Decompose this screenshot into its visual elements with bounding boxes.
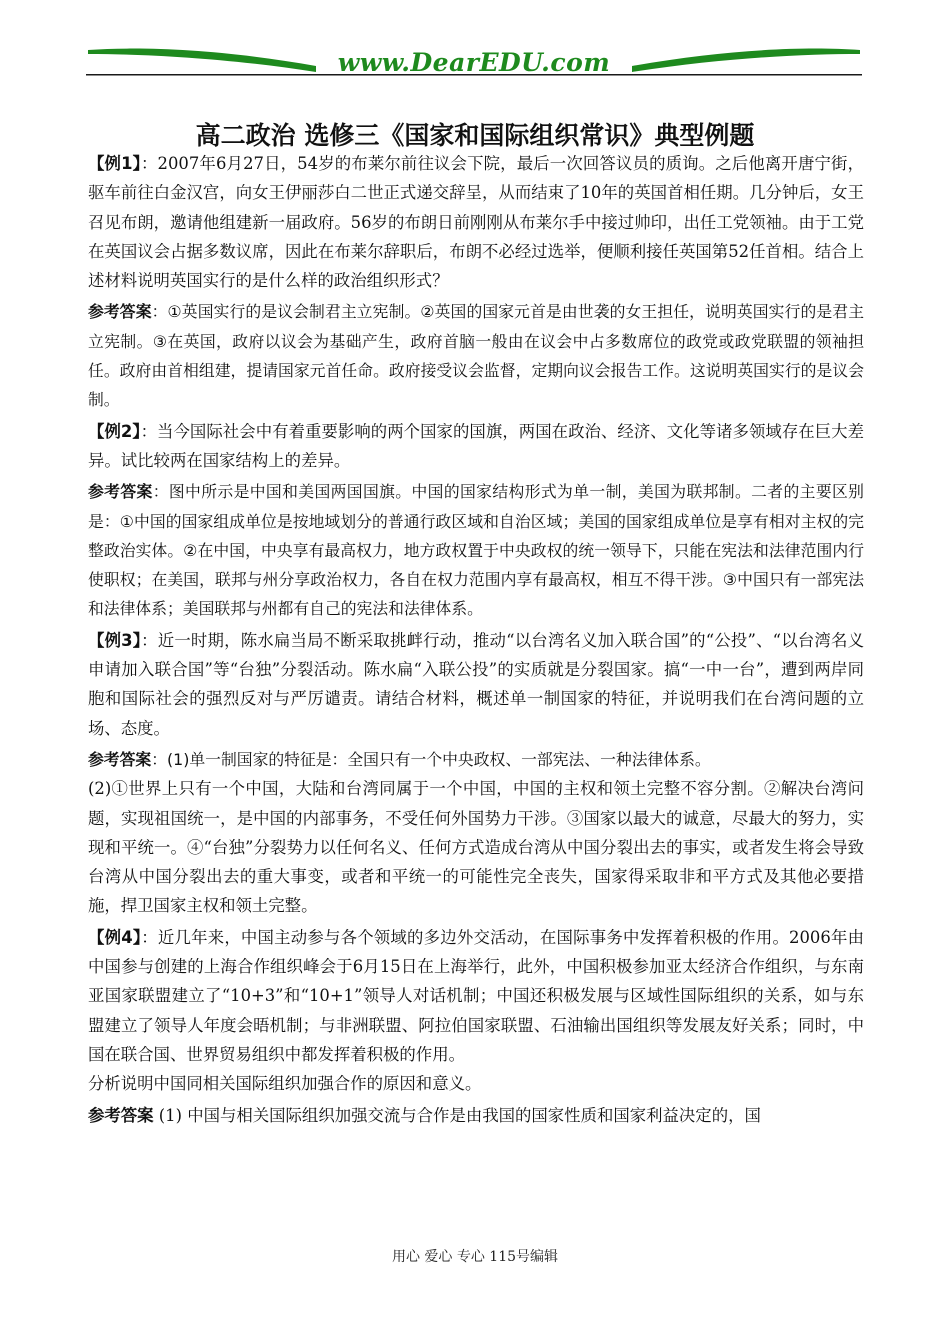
- example-3-answer-part2: (2)①世界上只有一个中国，大陆和台湾同属于一个中国，中国的主权和领土完整不容分割。②解决台湾问题，实现祖国统一，是中国的内部事务，不受任何外国势力干涉。③国家以最大的诚意，尽最大的努力，实现和平统一。④“台独”分裂势力以任何名义、任何方式造成台湾从中国分裂出去的事实，或者发生将会导致台湾从中国分裂出去的重大事变，或者和平统一的可能性完全丧失，国家得采取非和平方式及其他必要措施，捍卫国家主权和领土完整。: [88, 779, 864, 916]
- example-3-answer: [88, 745, 864, 774]
- page-footer: 用心 爱心 专心 115号编辑: [391, 1249, 559, 1265]
- answer-text: (1) 中国与相关国际组织加强交流与合作是由我国的国家性质和国家利益决定的，国: [153, 1105, 761, 1125]
- example-label: 【例2】: [88, 421, 141, 441]
- example-1-answer: [88, 297, 864, 414]
- example-label: 【例3】: [88, 630, 142, 650]
- site-header-banner: [86, 44, 862, 78]
- answer-text: ：①英国实行的是议会制君主立宪制。②英国的国家元首是由世袭的女王担任，说明英国实行的是君主立宪制。③在英国，政府以议会为基础产生，政府首脑一般由在议会中占多数席位的政党或政党联盟的领袖担任。政府由首相组建，提请国家元首任命。政府接受议会监督，定期向议会报告工作。这说明英国实行的是议会制。: [88, 302, 864, 410]
- answer-text: ：图中所示是中国和美国两国国旗。中国的国家结构形式为单一制，美国为联邦制。二者的主要区别是：①中国的国家组成单位是按地域划分的普通行政区域和自治区域；美国的国家组成单位是享有相对主权的完整政治实体。②在中国，中央享有最高权力，地方政权置于中央政权的统一领导下，只能在宪法和法律范围内行使职权；在美国，联邦与州分享政治权力，各自在权力范围内享有最高权，相互不得干涉。③中国只有一部宪法和法律体系；美国联邦与州都有自己的宪法和法律体系。: [88, 482, 864, 619]
- example-3-question: [88, 626, 864, 743]
- answer-label: 参考答案: [88, 482, 153, 502]
- example-4-question: [88, 923, 864, 1069]
- example-4-question-prompt: 分析说明中国同相关国际组织加强合作的原因和意义。: [88, 1074, 482, 1094]
- answer-label: 参考答案: [88, 749, 152, 769]
- site-logo-text: www.DearEDU.com: [337, 48, 611, 77]
- page-title: 高二政治 选修三《国家和国际组织常识》典型例题: [195, 121, 755, 150]
- question-text: ：当今国际社会中有着重要影响的两个国家的国旗，两国在政治、经济、文化等诸多领域存在巨大差异。试比较两在国家结构上的差异。: [88, 421, 864, 470]
- example-label: 【例1】: [88, 154, 141, 173]
- question-text: ：2007年6月27日，54岁的布莱尔前往议会下院，最后一次回答议员的质询。之后他离开唐宁街，驱车前往白金汉宫，向女王伊丽莎白二世正式递交辞呈，从而结束了10年的英国首相任期。几分钟后，女王召见布朗，邀请他组建新一届政府。56岁的布朗日前刚刚从布莱尔手中接过帅印，出任工党领袖。由于工党在英国议会占据多数议席，因此在布莱尔辞职后，布朗不必经过选举，便顺利接任英国第52任首相。结合上述材料说明英国实行的是什么样的政治组织形式？: [88, 154, 864, 291]
- document-body: [88, 149, 864, 1132]
- example-1-question: [88, 149, 864, 295]
- question-text: ：近一时期，陈水扁当局不断采取挑衅行动，推动“以台湾名义加入联合国”的“公投”、“以台湾名义申请加入联合国”等“台独”分裂活动。陈水扁“入联公投”的实质就是分裂国家。搞“一中一台”，遭到两岸同胞和国际社会的强烈反对与严厉谴责。请结合材料，概述单一制国家的特征，并说明我们在台湾问题的立场、态度。: [88, 630, 864, 738]
- example-label: 【例4】: [88, 927, 142, 947]
- answer-text: ：(1)单一制国家的特征是：全国只有一个中央政权、一部宪法、一种法律体系。: [151, 749, 711, 769]
- example-2-question: [88, 417, 864, 476]
- example-2-answer: [88, 477, 864, 623]
- question-text: ：近几年来，中国主动参与各个领域的多边外交活动，在国际事务中发挥着积极的作用。2006年由中国参与创建的上海合作组织峰会于6月15日在上海举行，此外，中国积极参加亚太经济合作组织，与东南亚国家联盟建立了“10+3”和“10+1”领导人对话机制；中国还积极发展与区域性国际组织的关系，如与东盟建立了领导人年度会晤机制；与非洲联盟、阿拉伯国家联盟、石油输出国组织等发展友好关系；同时，中国在联合国、世界贸易组织中都发挥着积极的作用。: [88, 927, 864, 1064]
- answer-label: 参考答案: [88, 1105, 154, 1125]
- example-4-answer: [88, 1101, 864, 1130]
- answer-label: 参考答案: [88, 302, 152, 322]
